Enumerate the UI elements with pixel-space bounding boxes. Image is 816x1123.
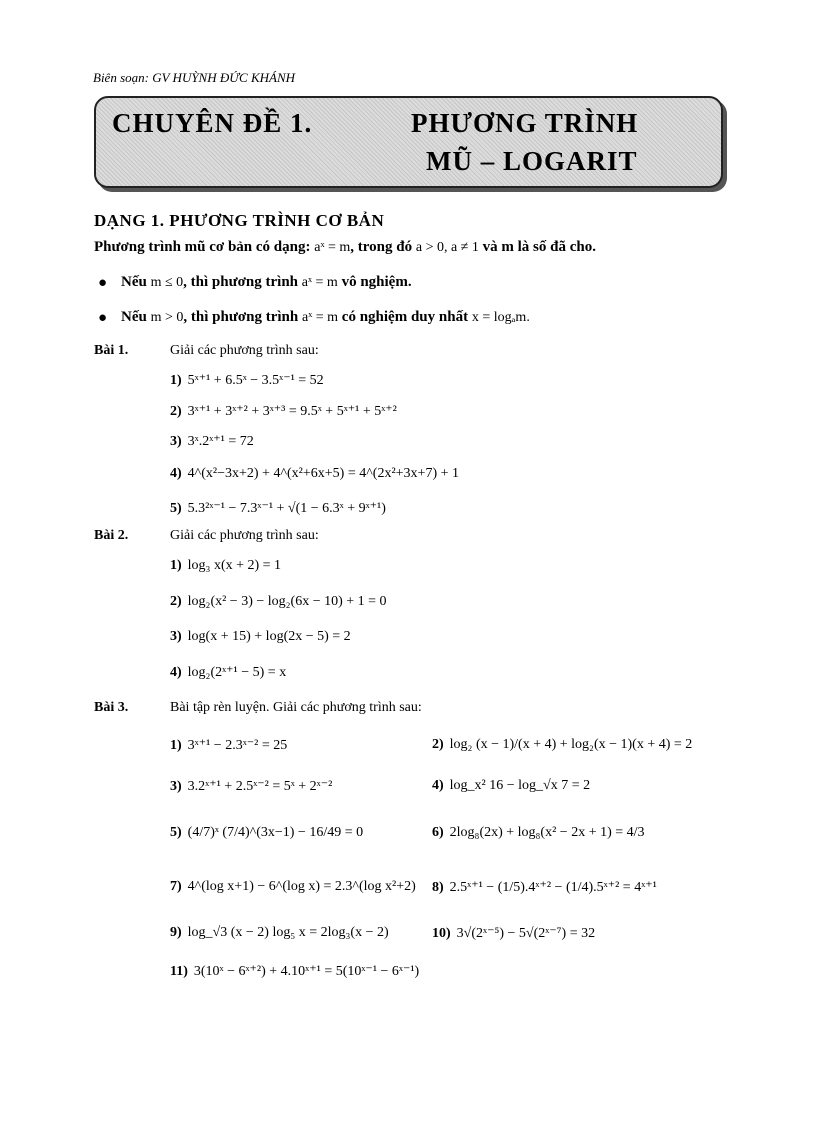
equation: 3√(2ˣ⁻⁵) − 5√(2ˣ⁻⁷) = 32: [456, 926, 596, 941]
bullet-math: m > 0: [150, 310, 184, 325]
equation-number: 1): [170, 373, 182, 388]
equation: log_x² 16 − log_√x 7 = 2: [449, 778, 591, 793]
intro-math2: a > 0, a ≠ 1: [415, 240, 479, 255]
equation-number: 5): [170, 501, 182, 516]
equation: 5.3²ˣ⁻¹ − 7.3ˣ⁻¹ + √(1 − 6.3ˣ + 9ˣ⁺¹): [187, 501, 386, 516]
equation: (4/7)ˣ (7/4)^(3x−1) − 16/49 = 0: [187, 825, 364, 840]
equation: 3.2ˣ⁺¹ + 2.5ˣ⁻² = 5ˣ + 2ˣ⁻²: [187, 779, 333, 794]
equation-item: [170, 433, 254, 450]
intro-mid: , trong đó: [350, 239, 416, 255]
equation-item: [432, 879, 657, 896]
equation-number: 10): [432, 926, 451, 941]
intro-tail: và m là số đã cho.: [478, 239, 596, 255]
equation-item: [170, 925, 389, 941]
banner-chapter: CHUYÊN ĐỀ 1.: [112, 108, 313, 138]
exercise-instruction: Bài tập rèn luyện. Giải các phương trình sau:: [170, 700, 422, 715]
chapter-banner: [94, 96, 723, 188]
equation-item: [170, 737, 287, 754]
bullet-math: m ≤ 0: [150, 275, 184, 290]
equation-number: 6): [432, 825, 444, 840]
equation-item: [432, 925, 595, 942]
equation-item: [170, 403, 397, 420]
equation: log₂(x² − 3) − log₂(6x − 10) + 1 = 0: [187, 594, 387, 609]
banner-title-line2: MŨ – LOGARIT: [426, 146, 638, 176]
equation: 3ˣ.2ˣ⁺¹ = 72: [187, 434, 254, 449]
equation-item: [170, 466, 459, 482]
equation-number: 8): [432, 880, 444, 895]
equation-number: 5): [170, 825, 182, 840]
equation-number: 11): [170, 964, 188, 979]
exercise-label: Bài 3.: [94, 700, 129, 715]
bullet-text: Nếu: [121, 274, 151, 290]
equation-item: [170, 372, 324, 389]
equation: 4^(log x+1) − 6^(log x) = 2.3^(log x²+2): [187, 879, 416, 894]
equation: log₂ (x − 1)/(x + 4) + log₂(x − 1)(x + 4) = 2: [449, 737, 693, 752]
equation-item: [432, 778, 590, 794]
equation-number: 3): [170, 434, 182, 449]
bullet-text: Nếu: [121, 309, 151, 325]
equation-item: [170, 879, 416, 895]
equation-number: 1): [170, 738, 182, 753]
equation: 5ˣ⁺¹ + 6.5ˣ − 3.5ˣ⁻¹ = 52: [187, 373, 324, 388]
bullet-math: x = logₐm.: [471, 310, 530, 325]
exercise-label: Bài 2.: [94, 528, 129, 543]
equation: 2log₈(2x) + log₈(x² − 2x + 1) = 4/3: [449, 825, 645, 840]
author-line: Biên soạn: GV HUỲNH ĐỨC KHÁNH: [93, 70, 296, 85]
bullet-text: có nghiệm duy nhất: [338, 309, 472, 325]
equation: 2.5ˣ⁺¹ − (1/5).4ˣ⁺² − (1/4).5ˣ⁺² = 4ˣ⁺¹: [449, 880, 657, 895]
equation-number: 1): [170, 558, 182, 573]
equation-number: 7): [170, 879, 182, 894]
equation: log₃ x(x + 2) = 1: [187, 558, 282, 573]
equation-number: 2): [170, 594, 182, 609]
banner-title-line1: PHƯƠNG TRÌNH: [411, 108, 639, 138]
equation: 3ˣ⁺¹ + 3ˣ⁺² + 3ˣ⁺³ = 9.5ˣ + 5ˣ⁺¹ + 5ˣ⁺²: [187, 404, 397, 419]
bullet-item: [121, 309, 530, 326]
bullet-math: aˣ = m: [301, 275, 338, 290]
section-title: DẠNG 1. PHƯƠNG TRÌNH CƠ BẢN: [94, 211, 385, 230]
equation-number: 3): [170, 629, 182, 644]
bullet-text: , thì phương trình: [183, 309, 302, 325]
equation-item: [170, 629, 351, 645]
equation-number: 3): [170, 779, 182, 794]
bullet-math: aˣ = m: [301, 310, 339, 325]
equation-item: [170, 825, 363, 841]
intro-math1: aˣ = m: [314, 240, 351, 255]
bullet-item: [121, 274, 412, 291]
exercise-instruction: Giải các phương trình sau:: [170, 528, 319, 543]
bullet-text: vô nghiệm.: [337, 274, 412, 290]
intro-line: [94, 239, 596, 256]
equation: log_√3 (x − 2) log₅ x = 2log₃(x − 2): [187, 925, 389, 940]
equation-item: [432, 737, 692, 753]
equation-item: [432, 825, 645, 841]
equation-number: 9): [170, 925, 182, 940]
equation: log(x + 15) + log(2x − 5) = 2: [187, 629, 351, 644]
equation: 3ˣ⁺¹ − 2.3ˣ⁻² = 25: [187, 738, 288, 753]
exercise-instruction: Giải các phương trình sau:: [170, 343, 319, 358]
bullet-dot: ●: [98, 275, 108, 291]
equation-item: [170, 778, 332, 795]
equation-number: 4): [432, 778, 444, 793]
equation-item: [170, 500, 386, 517]
equation: log₂(2ˣ⁺¹ − 5) = x: [187, 665, 287, 680]
equation-item: [170, 664, 286, 681]
equation: 4^(x²−3x+2) + 4^(x²+6x+5) = 4^(2x²+3x+7) + 1: [187, 466, 460, 481]
equation-number: 4): [170, 466, 182, 481]
equation-item: [170, 963, 419, 980]
equation-number: 2): [170, 404, 182, 419]
exercise-label: Bài 1.: [94, 343, 129, 358]
equation-item: [170, 594, 387, 610]
equation-number: 2): [432, 737, 444, 752]
bullet-dot: ●: [98, 310, 108, 326]
intro-lead: Phương trình mũ cơ bản có dạng:: [94, 239, 315, 255]
equation: 3(10ˣ − 6ˣ⁺²) + 4.10ˣ⁺¹ = 5(10ˣ⁻¹ − 6ˣ⁻¹): [193, 964, 420, 979]
equation-item: [170, 558, 281, 574]
equation-number: 4): [170, 665, 182, 680]
bullet-text: , thì phương trình: [183, 274, 302, 290]
